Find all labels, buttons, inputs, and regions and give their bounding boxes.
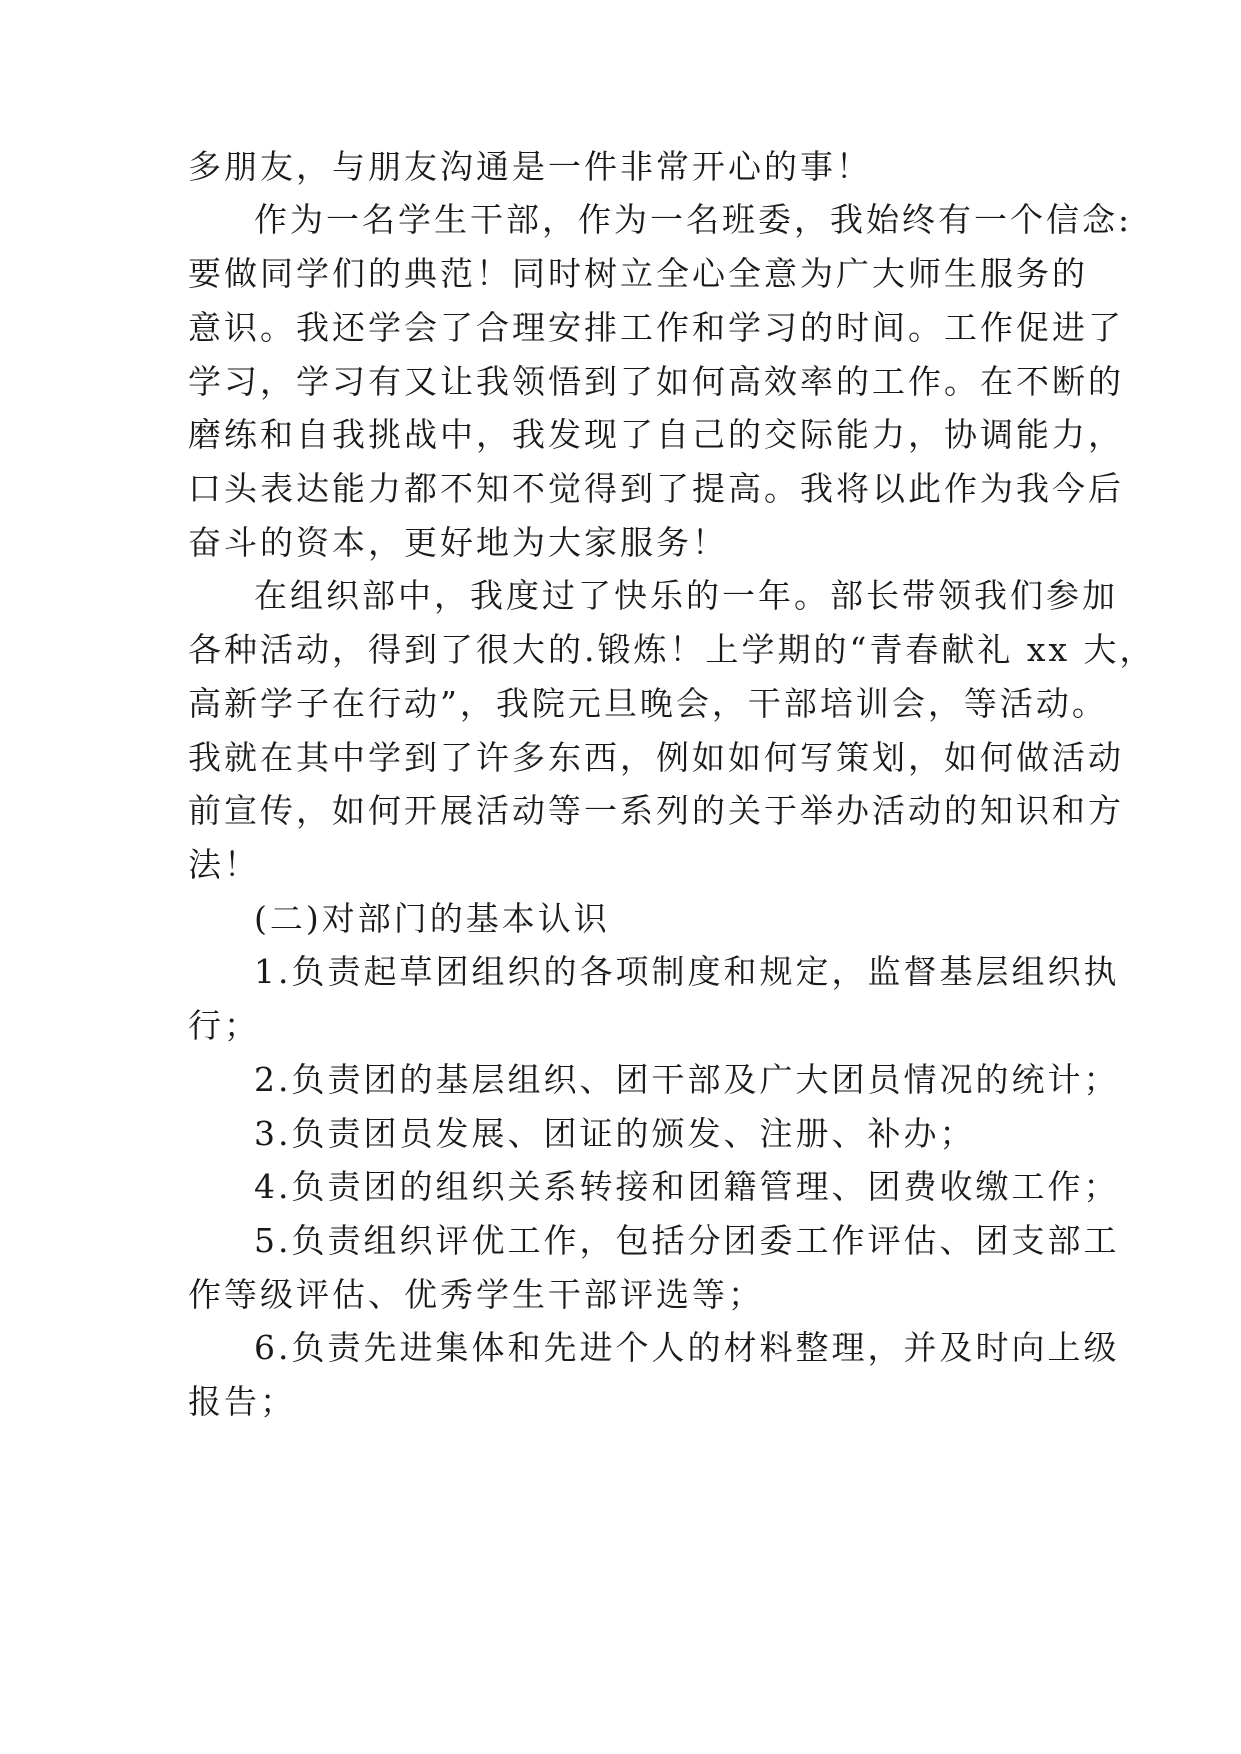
list-item: 5.负责组织评优工作，包括分团委工作评估、团支部工 (254, 1221, 1120, 1260)
text-line: 多朋友，与朋友沟通是一件非常开心的事！ (188, 147, 872, 186)
text-line: 我就在其中学到了许多东西，例如如何写策划，如何做活动 (188, 738, 1124, 777)
list-item: 3.负责团员发展、团证的颁发、注册、补办； (254, 1114, 976, 1153)
list-item: 行； (188, 1006, 260, 1045)
list-item: 报告； (188, 1382, 296, 1421)
list-item: 4.负责团的组织关系转接和团籍管理、团费收缴工作； (254, 1167, 1120, 1206)
text-line: 各种活动，得到了很大的.锻炼！上学期的“青春献礼 xx 大， (188, 630, 1156, 669)
list-item: 2.负责团的基层组织、团干部及广大团员情况的统计； (254, 1060, 1120, 1099)
text-line: 高新学子在行动”，我院元旦晚会，干部培训会，等活动。 (188, 684, 1108, 723)
text-line: 作为一名学生干部，作为一名班委，我始终有一个信念: (254, 200, 1133, 239)
text-line: 前宣传，如何开展活动等一系列的关于举办活动的知识和方 (188, 791, 1124, 830)
section-heading: (二)对部门的基本认识 (254, 899, 610, 938)
text-line: 意识。我还学会了合理安排工作和学习的时间。工作促进了 (188, 308, 1124, 347)
text-line: 在组织部中，我度过了快乐的一年。部长带领我们参加 (254, 576, 1118, 615)
text-line: 学习，学习有又让我领悟到了如何高效率的工作。在不断的 (188, 362, 1124, 401)
text-line: 要做同学们的典范！同时树立全心全意为广大师生服务的 (188, 254, 1088, 293)
list-item: 作等级评估、优秀学生干部评选等； (188, 1275, 764, 1314)
text-line: 奋斗的资本，更好地为大家服务！ (188, 523, 728, 562)
list-item: 1.负责起草团组织的各项制度和规定，监督基层组织执 (254, 952, 1120, 991)
text-line: 口头表达能力都不知不觉得到了提高。我将以此作为我今后 (188, 469, 1124, 508)
text-line: 法！ (188, 845, 260, 884)
list-item: 6.负责先进集体和先进个人的材料整理，并及时向上级 (254, 1328, 1120, 1367)
text-line: 磨练和自我挑战中，我发现了自己的交际能力，协调能力， (188, 415, 1124, 454)
